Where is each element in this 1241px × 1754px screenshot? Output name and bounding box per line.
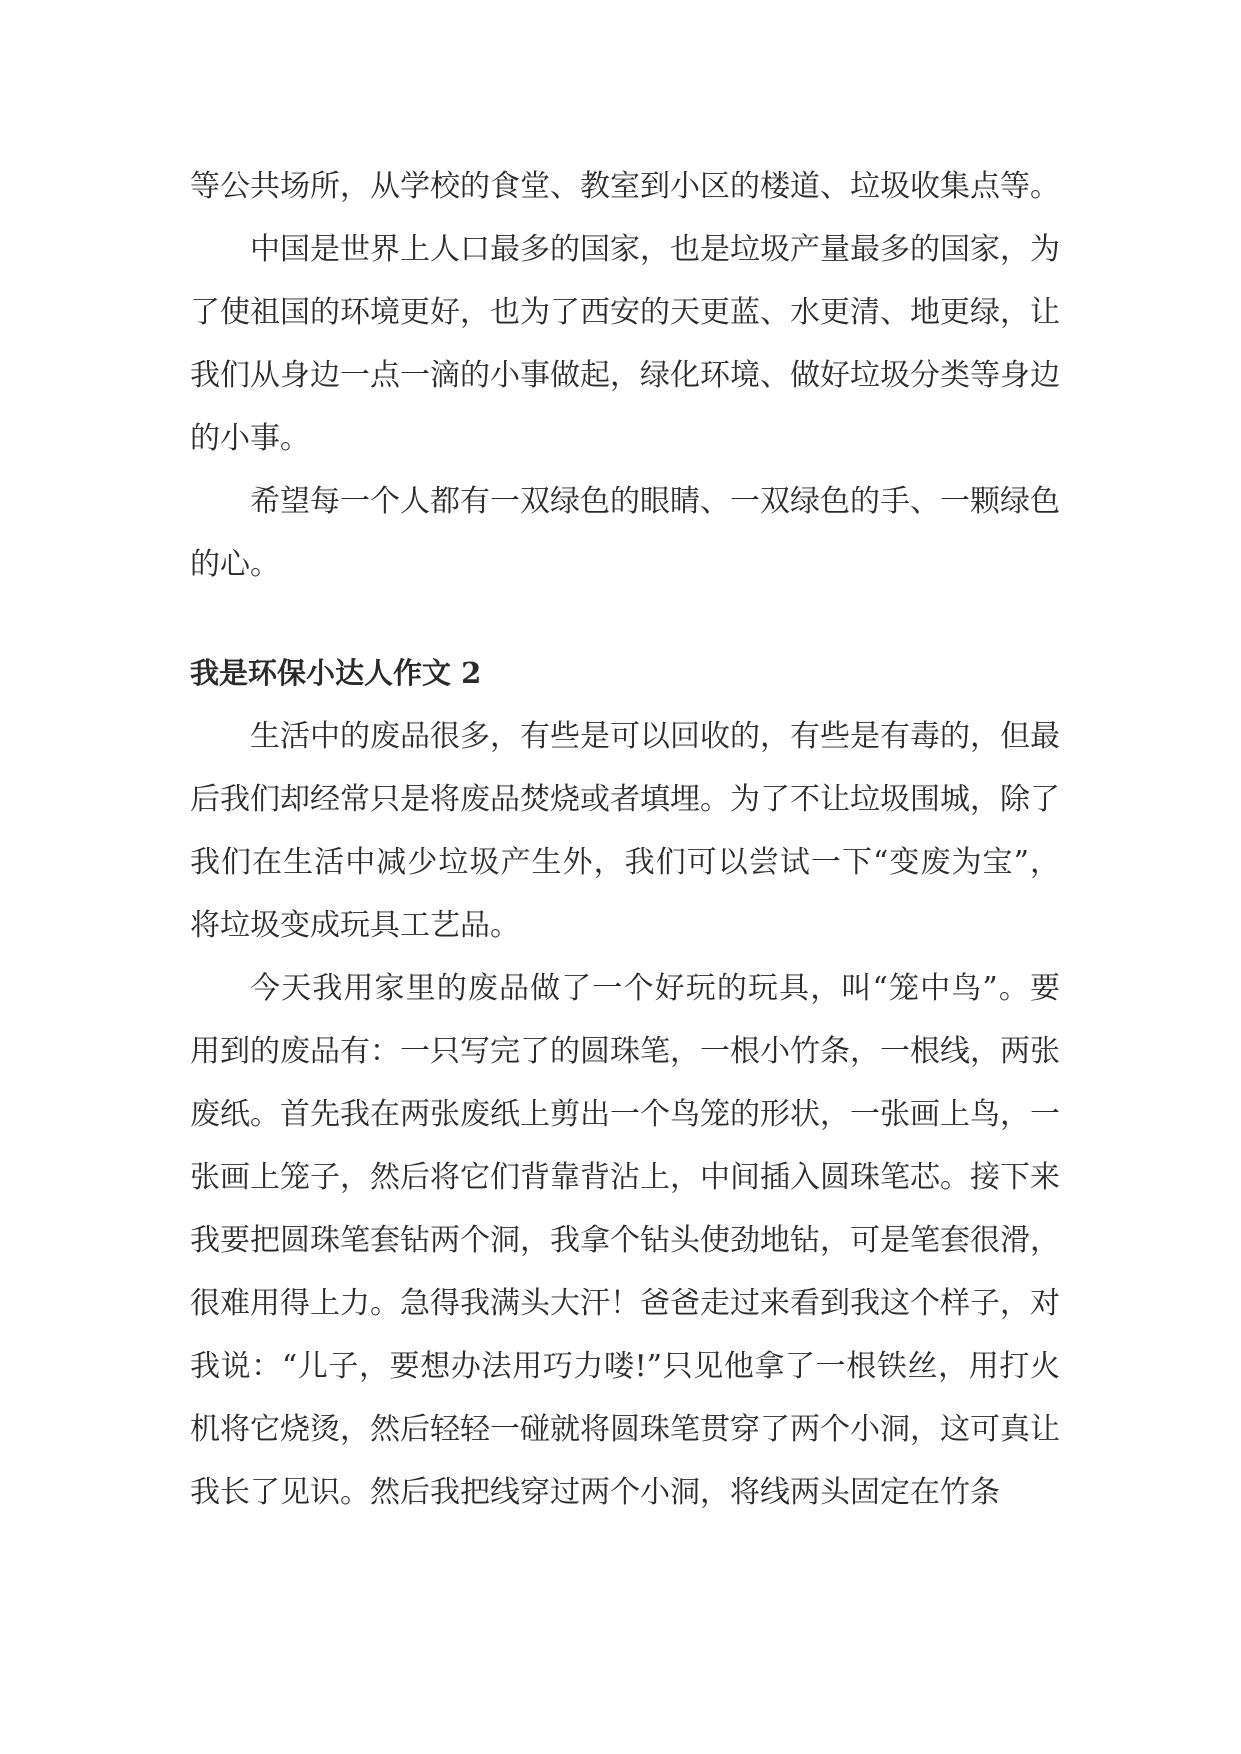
paragraph-hope: 希望每一个人都有一双绿色的眼睛、一双绿色的手、一颗绿色的心。 — [190, 484, 1060, 582]
paragraph-toy: 今天我用家里的废品做了一个好玩的玩具，叫“笼中鸟”。要用到的废品有：一只写完了的圆珠笔，一根小竹条，一根线，两张废纸。首先我在两张废纸上剪出一个鸟笼的形状，一张画上鸟，一张画上笼子，然后将它们背靠背沾上，中间插入圆珠笔芯。接下来我要把圆珠笔套钻两个洞，我拿个钻头使劲地钻，可是笔套很滑，很难用得上力。急得我满头大汗！爸爸走过来看到我这个样子，对我说：“儿子，要想办法用巧力喽!”只见他拿了一根铁丝，用打火机将它烧烫，然后轻轻一碰就将圆珠笔贯穿了两个小洞，这可真让我长了见识。然后我把线穿过两个小洞，将线两头固定在竹条 — [190, 971, 1060, 1510]
continued-paragraph: 等公共场所，从学校的食堂、教室到小区的楼道、垃圾收集点等。 — [190, 169, 1060, 204]
paragraph-waste: 生活中的废品很多，有些是可以回收的，有些是有毒的，但最后我们却经常只是将废品焚烧或者填埋。为了不让垃圾围城，除了我们在生活中减少垃圾产生外，我们可以尝试一下“变废为宝”，将垃圾变成玩具工艺品。 — [190, 719, 1060, 943]
document-body — [190, 155, 1060, 1524]
section-title: 我是环保小达人作文 2 — [190, 656, 482, 690]
paragraph-china: 中国是世界上人口最多的国家，也是垃圾产量最多的国家，为了使祖国的环境更好，也为了西安的天更蓝、水更清、地更绿，让我们从身边一点一滴的小事做起，绿化环境、做好垃圾分类等身边的小事。 — [190, 232, 1060, 456]
